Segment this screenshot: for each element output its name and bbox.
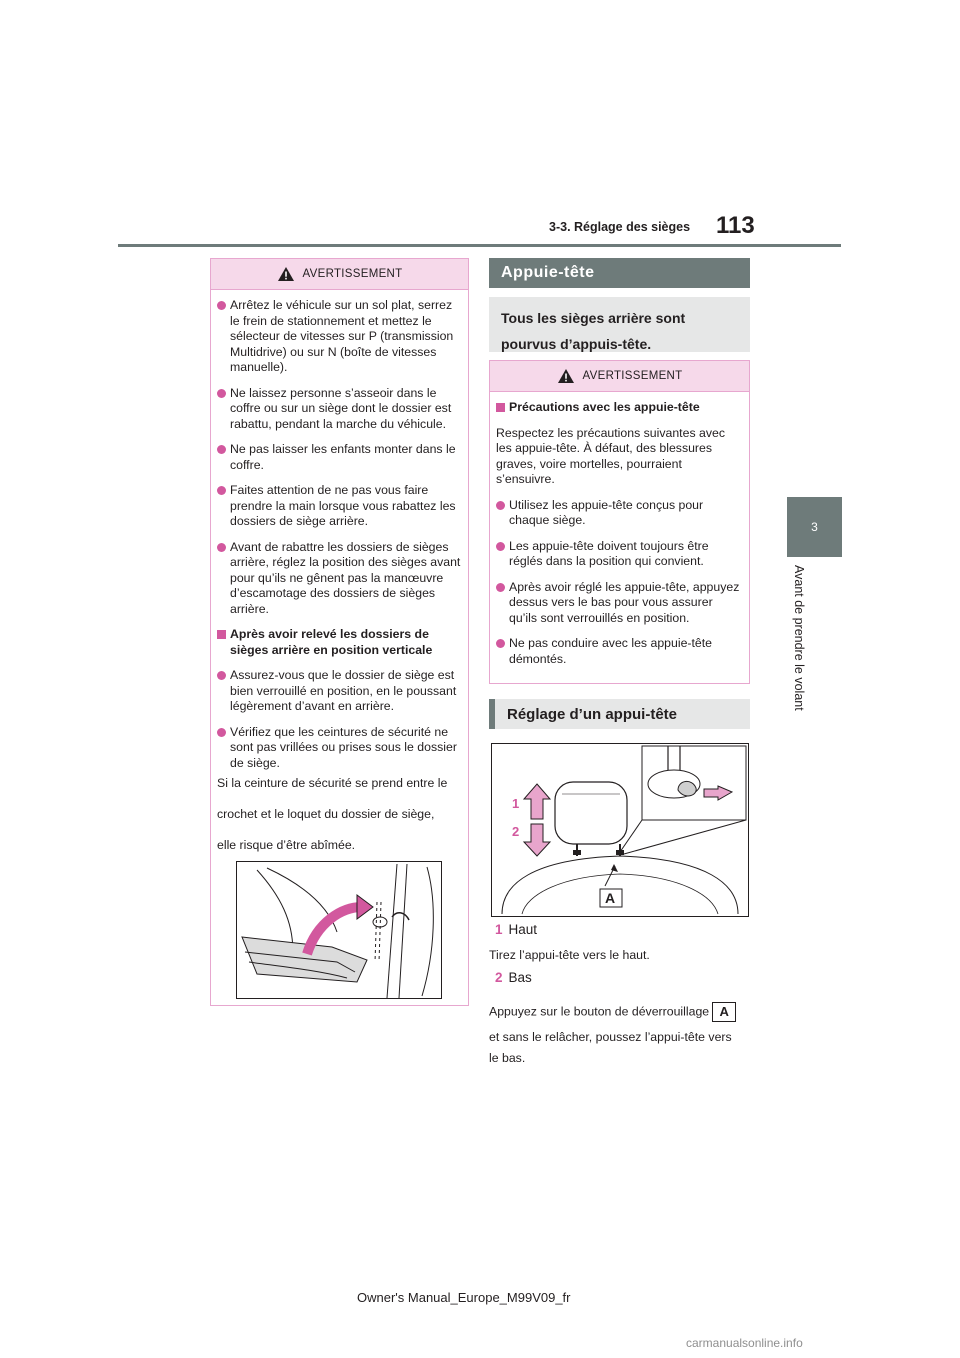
- warning-bullet: Avant de rabattre les dossiers de sièges arrière, réglez la position des sièges avant pour qu’ils ne gênent pas la manœuvre d’escamotage des dossiers de sièges arrière.: [217, 540, 462, 618]
- warning-subheading: Après avoir relevé les dossiers de sièges arrière en position verticale: [217, 627, 462, 658]
- right-warning-box: [489, 360, 750, 684]
- warning-bullet: Arrêtez le véhicule sur un sol plat, serrez le frein de stationnement et mettez le sélecteur de vitesses sur P (transmission Multidrive) ou sur N (boîte de vitesses manuelle).: [217, 298, 462, 376]
- warning-note-line: Si la ceinture de sécurité se prend entre le: [217, 776, 448, 790]
- warning-heading: AVERTISSEMENT: [582, 370, 683, 382]
- figure-label-down: 2: [512, 824, 520, 839]
- headrest-section-title: Appuie-tête: [489, 258, 750, 288]
- warning-paragraph: Respectez les précautions suivantes avec les appuie-tête. À défaut, des blessures graves, voire mortelles, pourraient s’ensuivre.: [496, 425, 725, 486]
- warning-triangle-icon: [557, 368, 575, 384]
- warning-bullet: Vérifiez que les ceintures de sécurité ne sont pas vrillées ou prises sous le dossier de siège.: [217, 725, 462, 772]
- warning-body: [211, 290, 468, 856]
- step-2-label: Bas: [508, 970, 532, 985]
- headrest-adjust-illustration: [491, 743, 749, 917]
- step-2-text-line: le bas.: [489, 1051, 526, 1065]
- chapter-number: 3: [811, 520, 818, 534]
- step-1-number: 1: [495, 922, 503, 937]
- warning-header: [490, 361, 749, 392]
- adjust-section-title: Réglage d’un appui-tête: [489, 699, 750, 729]
- seat-latch-drawing: [237, 862, 441, 998]
- button-a-badge: A: [712, 1002, 736, 1022]
- warning-bullet: Ne pas conduire avec les appuie-tête démontés.: [496, 636, 743, 667]
- step-2: [495, 970, 532, 985]
- step-2-text-line: et sans le relâcher, poussez l’appui-tête vers: [489, 1030, 732, 1044]
- warning-bullet: Après avoir réglé les appuie-tête, appuyez dessus vers le bas pour vous assurer qu’ils sont verrouillés en position.: [496, 580, 743, 627]
- figure-label-button: A: [605, 890, 616, 906]
- step-1-label: Haut: [508, 922, 538, 937]
- step-1: [495, 922, 537, 937]
- warning-triangle-icon: [277, 266, 295, 282]
- warning-header: [211, 259, 468, 290]
- chapter-label: Avant de prendre le volant: [792, 565, 806, 711]
- figure-label-up: 1: [512, 796, 520, 811]
- header-rule: [118, 244, 841, 247]
- warning-body: [490, 392, 749, 667]
- chapter-tab: [787, 497, 842, 557]
- warning-heading: AVERTISSEMENT: [302, 268, 403, 280]
- warning-bullet: Assurez-vous que le dossier de siège est bien verrouillé en position, en le poussant légèrement d’avant en arrière.: [217, 668, 462, 715]
- watermark: carmanualsonline.info: [686, 1336, 803, 1350]
- headrest-drawing: [492, 744, 748, 916]
- warning-bullet: Faites attention de ne pas vous faire prendre la main lorsque vous rabattez les dossiers de siège arrière.: [217, 483, 462, 530]
- warning-bullet: Ne laissez personne s’asseoir dans le coffre ou sur un siège dont le dossier est rabattu, pendant la marche du véhicule.: [217, 386, 462, 433]
- step-1-text: Tirez l’appui-tête vers le haut.: [489, 948, 650, 962]
- step-2-text-before: Appuyez sur le bouton de déverrouillage: [489, 1004, 710, 1019]
- warning-note-line: crochet et le loquet du dossier de siège,: [217, 807, 435, 821]
- page-number: 113: [716, 212, 755, 239]
- warning-bullet: Utilisez les appuie-tête conçus pour chaque siège.: [496, 498, 743, 529]
- warning-subheading: Précautions avec les appuie-tête: [496, 400, 743, 416]
- step-2-text-line: [489, 1002, 736, 1022]
- seat-latch-illustration: [236, 861, 442, 999]
- left-warning-box: [210, 258, 469, 1006]
- section-reference: 3-3. Réglage des sièges: [549, 220, 691, 234]
- warning-bullet: Ne pas laisser les enfants monter dans le coffre.: [217, 442, 462, 473]
- warning-bullet: Les appuie-tête doivent toujours être réglés dans la position qui convient.: [496, 539, 743, 570]
- chapter-label-wrap: [790, 565, 812, 735]
- manual-id: Owner's Manual_Europe_M99V09_fr: [357, 1290, 571, 1305]
- step-2-number: 2: [495, 970, 503, 985]
- headrest-intro: Tous les sièges arrière sont pourvus d’appuis-tête.: [489, 297, 750, 352]
- warning-note-line: elle risque d’être abîmée.: [217, 838, 356, 852]
